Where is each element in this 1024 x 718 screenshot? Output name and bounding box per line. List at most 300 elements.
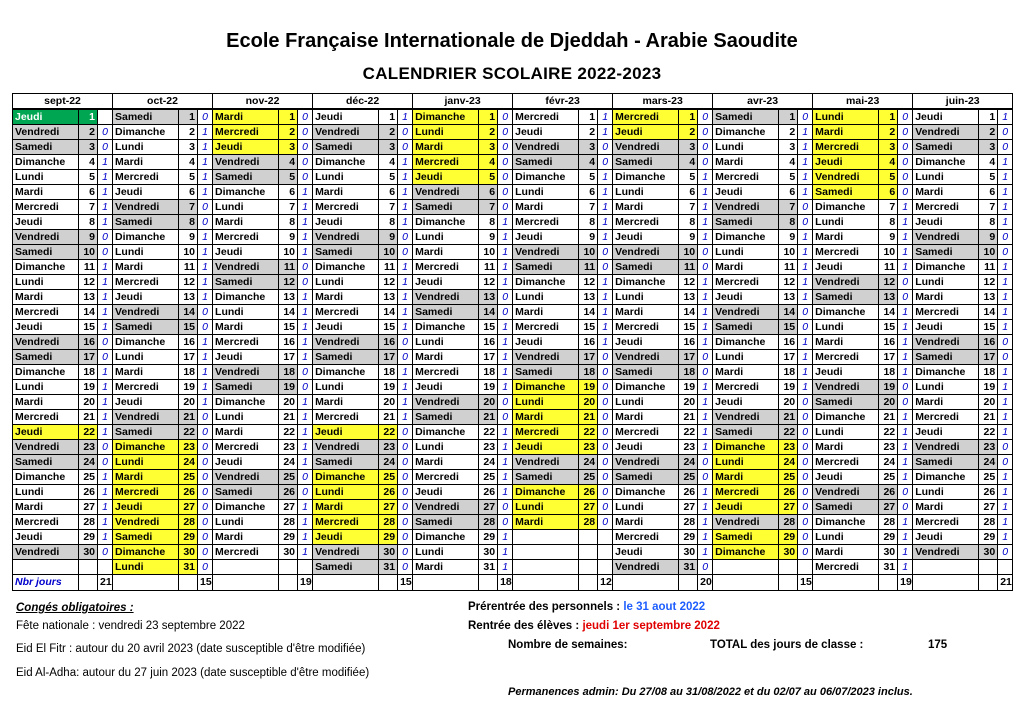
day-name-cell: Lundi — [413, 545, 479, 560]
day-number-cell: 14 — [279, 305, 298, 320]
school-day-flag: 1 — [398, 170, 413, 185]
day-number-cell: 1 — [579, 109, 598, 125]
day-name-cell: Lundi — [413, 440, 479, 455]
day-name-cell: Mercredi — [413, 260, 479, 275]
school-day-flag: 1 — [498, 350, 513, 365]
school-day-flag: 0 — [898, 380, 913, 395]
school-day-flag: 1 — [898, 350, 913, 365]
month-total: 18 — [498, 575, 513, 591]
day-number-cell: 25 — [779, 470, 798, 485]
day-number-cell: 16 — [279, 335, 298, 350]
day-name-cell: Dimanche — [613, 275, 679, 290]
day-number-cell: 9 — [479, 230, 498, 245]
day-number-cell: 19 — [79, 380, 98, 395]
day-name-cell: Samedi — [513, 155, 579, 170]
day-number-cell: 10 — [279, 245, 298, 260]
day-name-cell: Mardi — [813, 440, 879, 455]
school-day-flag: 0 — [98, 125, 113, 140]
day-name-cell: Dimanche — [713, 125, 779, 140]
day-number-cell: 12 — [379, 275, 398, 290]
day-number-cell: 12 — [179, 275, 198, 290]
day-name-cell: Vendredi — [613, 140, 679, 155]
school-day-flag: 1 — [498, 485, 513, 500]
month-header: nov-22 — [213, 94, 313, 110]
day-number-cell: 28 — [79, 515, 98, 530]
school-day-flag: 1 — [198, 350, 213, 365]
day-number-cell: 13 — [79, 290, 98, 305]
day-number-cell: 23 — [579, 440, 598, 455]
day-name-cell: Dimanche — [913, 260, 979, 275]
school-day-flag: 0 — [298, 365, 313, 380]
day-number-cell: 25 — [179, 470, 198, 485]
day-name-cell: Vendredi — [213, 470, 279, 485]
month-total: 21 — [98, 575, 113, 591]
day-name-cell: Dimanche — [713, 230, 779, 245]
day-name-cell: Jeudi — [813, 155, 879, 170]
school-day-flag: 0 — [198, 545, 213, 560]
day-number-cell: 2 — [979, 125, 998, 140]
school-day-flag: 0 — [198, 455, 213, 470]
school-day-flag: 1 — [798, 245, 813, 260]
day-number-cell: 19 — [879, 380, 898, 395]
school-day-flag: 0 — [898, 290, 913, 305]
day-number-cell: 13 — [979, 290, 998, 305]
day-number-cell: 18 — [979, 365, 998, 380]
school-day-flag: 0 — [198, 530, 213, 545]
day-number-cell: 17 — [879, 350, 898, 365]
school-day-flag: 0 — [398, 530, 413, 545]
day-name-cell: Jeudi — [513, 125, 579, 140]
school-day-flag: 1 — [598, 109, 613, 125]
day-name-cell: Vendredi — [13, 125, 79, 140]
school-day-flag: 0 — [298, 260, 313, 275]
day-number-cell: 22 — [879, 425, 898, 440]
day-number-cell: 30 — [179, 545, 198, 560]
day-number-cell: 18 — [79, 365, 98, 380]
rentree-line — [468, 620, 720, 632]
day-number-cell: 30 — [779, 545, 798, 560]
school-day-flag: 1 — [998, 185, 1013, 200]
school-day-flag: 0 — [998, 545, 1013, 560]
school-day-flag: 0 — [198, 200, 213, 215]
day-number-cell: 21 — [79, 410, 98, 425]
school-day-flag: 1 — [998, 500, 1013, 515]
school-day-flag: 1 — [898, 215, 913, 230]
day-number-cell: 28 — [279, 515, 298, 530]
day-number-cell: 2 — [779, 125, 798, 140]
day-name-cell: Mardi — [13, 185, 79, 200]
school-day-flag: 1 — [298, 335, 313, 350]
school-day-flag: 0 — [598, 155, 613, 170]
day-number-cell: 19 — [779, 380, 798, 395]
school-day-flag: 0 — [798, 500, 813, 515]
table-row — [13, 350, 1013, 365]
day-name-cell: Vendredi — [913, 125, 979, 140]
school-day-flag: 1 — [98, 410, 113, 425]
day-name-cell: Mercredi — [113, 380, 179, 395]
day-name-cell: Mardi — [213, 215, 279, 230]
school-day-flag: 0 — [598, 380, 613, 395]
school-day-flag: 1 — [398, 275, 413, 290]
day-name-cell: Dimanche — [113, 440, 179, 455]
school-day-flag: 0 — [398, 560, 413, 575]
day-name-cell: Samedi — [813, 500, 879, 515]
day-name-cell: Lundi — [13, 170, 79, 185]
school-day-flag: 1 — [298, 515, 313, 530]
school-day-flag: 0 — [698, 155, 713, 170]
day-number-cell: 8 — [179, 215, 198, 230]
day-number-cell: 2 — [579, 125, 598, 140]
day-name-cell: Samedi — [913, 245, 979, 260]
school-day-flag: 1 — [998, 425, 1013, 440]
school-day-flag: 1 — [498, 260, 513, 275]
day-number-cell: 27 — [979, 500, 998, 515]
school-day-flag: 1 — [98, 155, 113, 170]
day-name-cell: Mercredi — [813, 245, 879, 260]
day-number-cell: 8 — [879, 215, 898, 230]
day-number-cell: 13 — [279, 290, 298, 305]
day-name-cell: Dimanche — [13, 155, 79, 170]
day-name-cell: Samedi — [313, 140, 379, 155]
total-label: TOTAL des jours de classe : — [710, 639, 864, 651]
day-number-cell: 21 — [579, 410, 598, 425]
day-name-cell — [513, 560, 579, 575]
school-day-flag: 0 — [298, 140, 313, 155]
day-name-cell: Jeudi — [613, 125, 679, 140]
day-number-cell: 18 — [879, 365, 898, 380]
day-name-cell: Dimanche — [113, 335, 179, 350]
day-number-cell: 20 — [279, 395, 298, 410]
school-day-flag: 0 — [198, 500, 213, 515]
day-number-cell: 8 — [479, 215, 498, 230]
school-day-flag: 0 — [98, 245, 113, 260]
school-day-flag: 0 — [198, 305, 213, 320]
day-name-cell: Dimanche — [413, 530, 479, 545]
school-day-flag: 1 — [898, 305, 913, 320]
day-name-cell: Jeudi — [13, 425, 79, 440]
day-number-cell: 6 — [279, 185, 298, 200]
school-day-flag: 0 — [298, 275, 313, 290]
day-name-cell: Mercredi — [313, 410, 379, 425]
school-day-flag: 0 — [598, 440, 613, 455]
day-number-cell: 23 — [679, 440, 698, 455]
school-day-flag: 1 — [998, 470, 1013, 485]
month-total: 20 — [698, 575, 713, 591]
day-number-cell: 30 — [879, 545, 898, 560]
day-name-cell: Vendredi — [713, 515, 779, 530]
school-day-flag: 0 — [498, 140, 513, 155]
day-number-cell: 16 — [779, 335, 798, 350]
school-day-flag: 0 — [398, 230, 413, 245]
day-name-cell: Mardi — [113, 470, 179, 485]
school-day-flag: 1 — [798, 335, 813, 350]
school-day-flag — [298, 560, 313, 575]
day-number-cell — [579, 530, 598, 545]
school-day-flag: 0 — [498, 109, 513, 125]
day-number-cell: 5 — [179, 170, 198, 185]
day-name-cell: Vendredi — [813, 170, 879, 185]
school-day-flag: 1 — [698, 200, 713, 215]
school-day-flag: 0 — [698, 125, 713, 140]
day-number-cell: 19 — [379, 380, 398, 395]
day-number-cell: 27 — [279, 500, 298, 515]
day-name-cell: Dimanche — [513, 170, 579, 185]
day-name-cell: Dimanche — [13, 260, 79, 275]
school-day-flag: 0 — [898, 395, 913, 410]
day-number-cell: 19 — [279, 380, 298, 395]
day-number-cell: 12 — [479, 275, 498, 290]
totals-spacer — [379, 575, 398, 591]
month-header: janv-23 — [413, 94, 513, 110]
day-name-cell: Mardi — [13, 290, 79, 305]
day-name-cell: Lundi — [713, 455, 779, 470]
day-number-cell: 17 — [779, 350, 798, 365]
day-number-cell: 17 — [479, 350, 498, 365]
day-number-cell: 1 — [179, 109, 198, 125]
day-number-cell: 6 — [779, 185, 798, 200]
day-name-cell: Mardi — [313, 395, 379, 410]
school-day-flag — [998, 560, 1013, 575]
day-name-cell: Mercredi — [113, 275, 179, 290]
day-number-cell: 1 — [979, 109, 998, 125]
school-day-flag: 1 — [498, 455, 513, 470]
day-number-cell: 3 — [879, 140, 898, 155]
day-number-cell: 3 — [379, 140, 398, 155]
table-row — [13, 245, 1013, 260]
day-name-cell: Mardi — [513, 515, 579, 530]
school-day-flag: 0 — [198, 320, 213, 335]
totals-spacer — [779, 575, 798, 591]
day-name-cell: Vendredi — [813, 275, 879, 290]
day-number-cell — [279, 560, 298, 575]
day-number-cell: 3 — [579, 140, 598, 155]
day-number-cell: 1 — [79, 109, 98, 125]
day-name-cell: Dimanche — [313, 260, 379, 275]
day-number-cell: 27 — [79, 500, 98, 515]
day-name-cell: Mardi — [213, 109, 279, 125]
school-day-flag: 0 — [798, 215, 813, 230]
day-number-cell: 11 — [179, 260, 198, 275]
school-day-flag: 1 — [498, 545, 513, 560]
month-total: 15 — [398, 575, 413, 591]
day-name-cell: Mercredi — [213, 125, 279, 140]
school-day-flag: 1 — [298, 410, 313, 425]
school-day-flag: 1 — [798, 380, 813, 395]
day-name-cell: Lundi — [413, 125, 479, 140]
table-row — [13, 320, 1013, 335]
day-name-cell: Mercredi — [813, 455, 879, 470]
school-day-flag: 1 — [898, 455, 913, 470]
school-day-flag: 1 — [298, 245, 313, 260]
day-number-cell: 7 — [779, 200, 798, 215]
day-number-cell: 6 — [179, 185, 198, 200]
table-row — [13, 515, 1013, 530]
totals-spacer — [979, 575, 998, 591]
totals-spacer — [179, 575, 198, 591]
day-number-cell: 22 — [79, 425, 98, 440]
day-name-cell: Vendredi — [413, 395, 479, 410]
school-day-flag: 1 — [898, 245, 913, 260]
month-header: oct-22 — [113, 94, 213, 110]
school-day-flag: 0 — [698, 109, 713, 125]
table-row — [13, 140, 1013, 155]
day-name-cell: Mercredi — [813, 140, 879, 155]
day-number-cell: 3 — [779, 140, 798, 155]
school-day-flag: 1 — [798, 290, 813, 305]
day-number-cell: 5 — [879, 170, 898, 185]
day-number-cell: 11 — [479, 260, 498, 275]
day-name-cell: Mercredi — [713, 170, 779, 185]
day-number-cell: 8 — [779, 215, 798, 230]
day-number-cell: 18 — [579, 365, 598, 380]
day-number-cell: 28 — [679, 515, 698, 530]
school-day-flag: 1 — [898, 335, 913, 350]
day-name-cell: Mercredi — [813, 350, 879, 365]
day-name-cell: Mardi — [913, 395, 979, 410]
day-name-cell: Dimanche — [413, 215, 479, 230]
school-day-flag: 1 — [698, 335, 713, 350]
day-name-cell: Vendredi — [513, 350, 579, 365]
school-day-flag: 0 — [398, 245, 413, 260]
month-header-row — [13, 94, 1013, 110]
day-number-cell: 30 — [979, 545, 998, 560]
day-name-cell: Dimanche — [413, 320, 479, 335]
school-day-flag: 1 — [298, 215, 313, 230]
day-name-cell: Mercredi — [613, 320, 679, 335]
day-number-cell: 10 — [379, 245, 398, 260]
table-row — [13, 365, 1013, 380]
day-name-cell: Samedi — [113, 530, 179, 545]
day-name-cell: Dimanche — [413, 109, 479, 125]
day-name-cell: Dimanche — [913, 365, 979, 380]
day-name-cell: Lundi — [913, 170, 979, 185]
totals-spacer — [913, 575, 979, 591]
school-day-flag: 1 — [998, 395, 1013, 410]
school-day-flag: 1 — [498, 275, 513, 290]
day-name-cell: Samedi — [413, 515, 479, 530]
day-name-cell: Lundi — [613, 185, 679, 200]
day-name-cell: Samedi — [713, 215, 779, 230]
school-day-flag: 1 — [98, 290, 113, 305]
day-number-cell: 5 — [479, 170, 498, 185]
school-day-flag: 1 — [798, 170, 813, 185]
day-number-cell: 16 — [179, 335, 198, 350]
day-number-cell: 5 — [979, 170, 998, 185]
day-name-cell — [513, 545, 579, 560]
day-name-cell: Mercredi — [313, 200, 379, 215]
day-number-cell: 14 — [679, 305, 698, 320]
school-day-flag: 1 — [98, 515, 113, 530]
day-name-cell: Mercredi — [713, 380, 779, 395]
day-name-cell: Dimanche — [913, 155, 979, 170]
day-name-cell: Dimanche — [13, 470, 79, 485]
day-name-cell: Vendredi — [413, 290, 479, 305]
day-name-cell: Mardi — [913, 290, 979, 305]
school-day-flag: 0 — [698, 560, 713, 575]
day-name-cell: Vendredi — [313, 545, 379, 560]
day-name-cell: Samedi — [713, 530, 779, 545]
school-day-flag: 0 — [198, 515, 213, 530]
day-number-cell: 7 — [679, 200, 698, 215]
day-name-cell: Jeudi — [613, 545, 679, 560]
school-day-flag: 1 — [998, 365, 1013, 380]
school-day-flag: 0 — [998, 230, 1013, 245]
day-number-cell: 15 — [579, 320, 598, 335]
day-name-cell: Dimanche — [813, 305, 879, 320]
day-name-cell: Samedi — [113, 109, 179, 125]
rentree-date: jeudi 1er septembre 2022 — [582, 620, 720, 632]
day-number-cell: 18 — [279, 365, 298, 380]
day-number-cell: 31 — [679, 560, 698, 575]
day-name-cell: Mercredi — [13, 515, 79, 530]
day-number-cell: 5 — [379, 170, 398, 185]
school-day-flag: 0 — [98, 455, 113, 470]
day-name-cell: Samedi — [713, 109, 779, 125]
day-name-cell: Jeudi — [813, 365, 879, 380]
day-name-cell: Dimanche — [213, 185, 279, 200]
day-name-cell: Lundi — [513, 500, 579, 515]
day-name-cell: Dimanche — [113, 545, 179, 560]
school-day-flag: 1 — [898, 530, 913, 545]
day-number-cell: 5 — [679, 170, 698, 185]
school-day-flag: 0 — [598, 455, 613, 470]
day-number-cell: 25 — [679, 470, 698, 485]
day-number-cell: 3 — [179, 140, 198, 155]
day-name-cell: Samedi — [713, 320, 779, 335]
school-day-flag: 1 — [198, 275, 213, 290]
school-day-flag: 1 — [198, 170, 213, 185]
day-number-cell: 29 — [279, 530, 298, 545]
table-row — [13, 380, 1013, 395]
school-day-flag: 1 — [498, 245, 513, 260]
day-number-cell: 10 — [779, 245, 798, 260]
day-name-cell: Mercredi — [913, 305, 979, 320]
school-day-flag: 0 — [598, 425, 613, 440]
school-day-flag: 1 — [598, 320, 613, 335]
day-number-cell: 3 — [79, 140, 98, 155]
day-name-cell: Vendredi — [113, 515, 179, 530]
day-name-cell: Vendredi — [13, 440, 79, 455]
school-day-flag: 1 — [98, 470, 113, 485]
day-number-cell: 20 — [179, 395, 198, 410]
table-row — [13, 215, 1013, 230]
day-name-cell: Samedi — [813, 290, 879, 305]
day-number-cell: 15 — [679, 320, 698, 335]
school-day-flag: 0 — [298, 380, 313, 395]
day-number-cell: 1 — [879, 109, 898, 125]
school-day-flag: 1 — [698, 515, 713, 530]
day-number-cell: 20 — [479, 395, 498, 410]
day-number-cell: 11 — [379, 260, 398, 275]
school-day-flag: 1 — [998, 305, 1013, 320]
school-day-flag: 1 — [98, 365, 113, 380]
day-number-cell: 24 — [279, 455, 298, 470]
day-number-cell: 22 — [679, 425, 698, 440]
school-day-flag: 1 — [698, 440, 713, 455]
day-name-cell: Vendredi — [713, 200, 779, 215]
day-name-cell: Lundi — [613, 290, 679, 305]
school-day-flag: 1 — [498, 440, 513, 455]
totals-row — [13, 575, 1013, 591]
day-name-cell: Mercredi — [513, 215, 579, 230]
day-name-cell: Vendredi — [613, 350, 679, 365]
school-day-flag: 1 — [598, 305, 613, 320]
day-name-cell: Mercredi — [413, 470, 479, 485]
day-name-cell: Mardi — [313, 290, 379, 305]
day-number-cell: 9 — [679, 230, 698, 245]
school-day-flag: 0 — [798, 305, 813, 320]
day-number-cell: 23 — [479, 440, 498, 455]
